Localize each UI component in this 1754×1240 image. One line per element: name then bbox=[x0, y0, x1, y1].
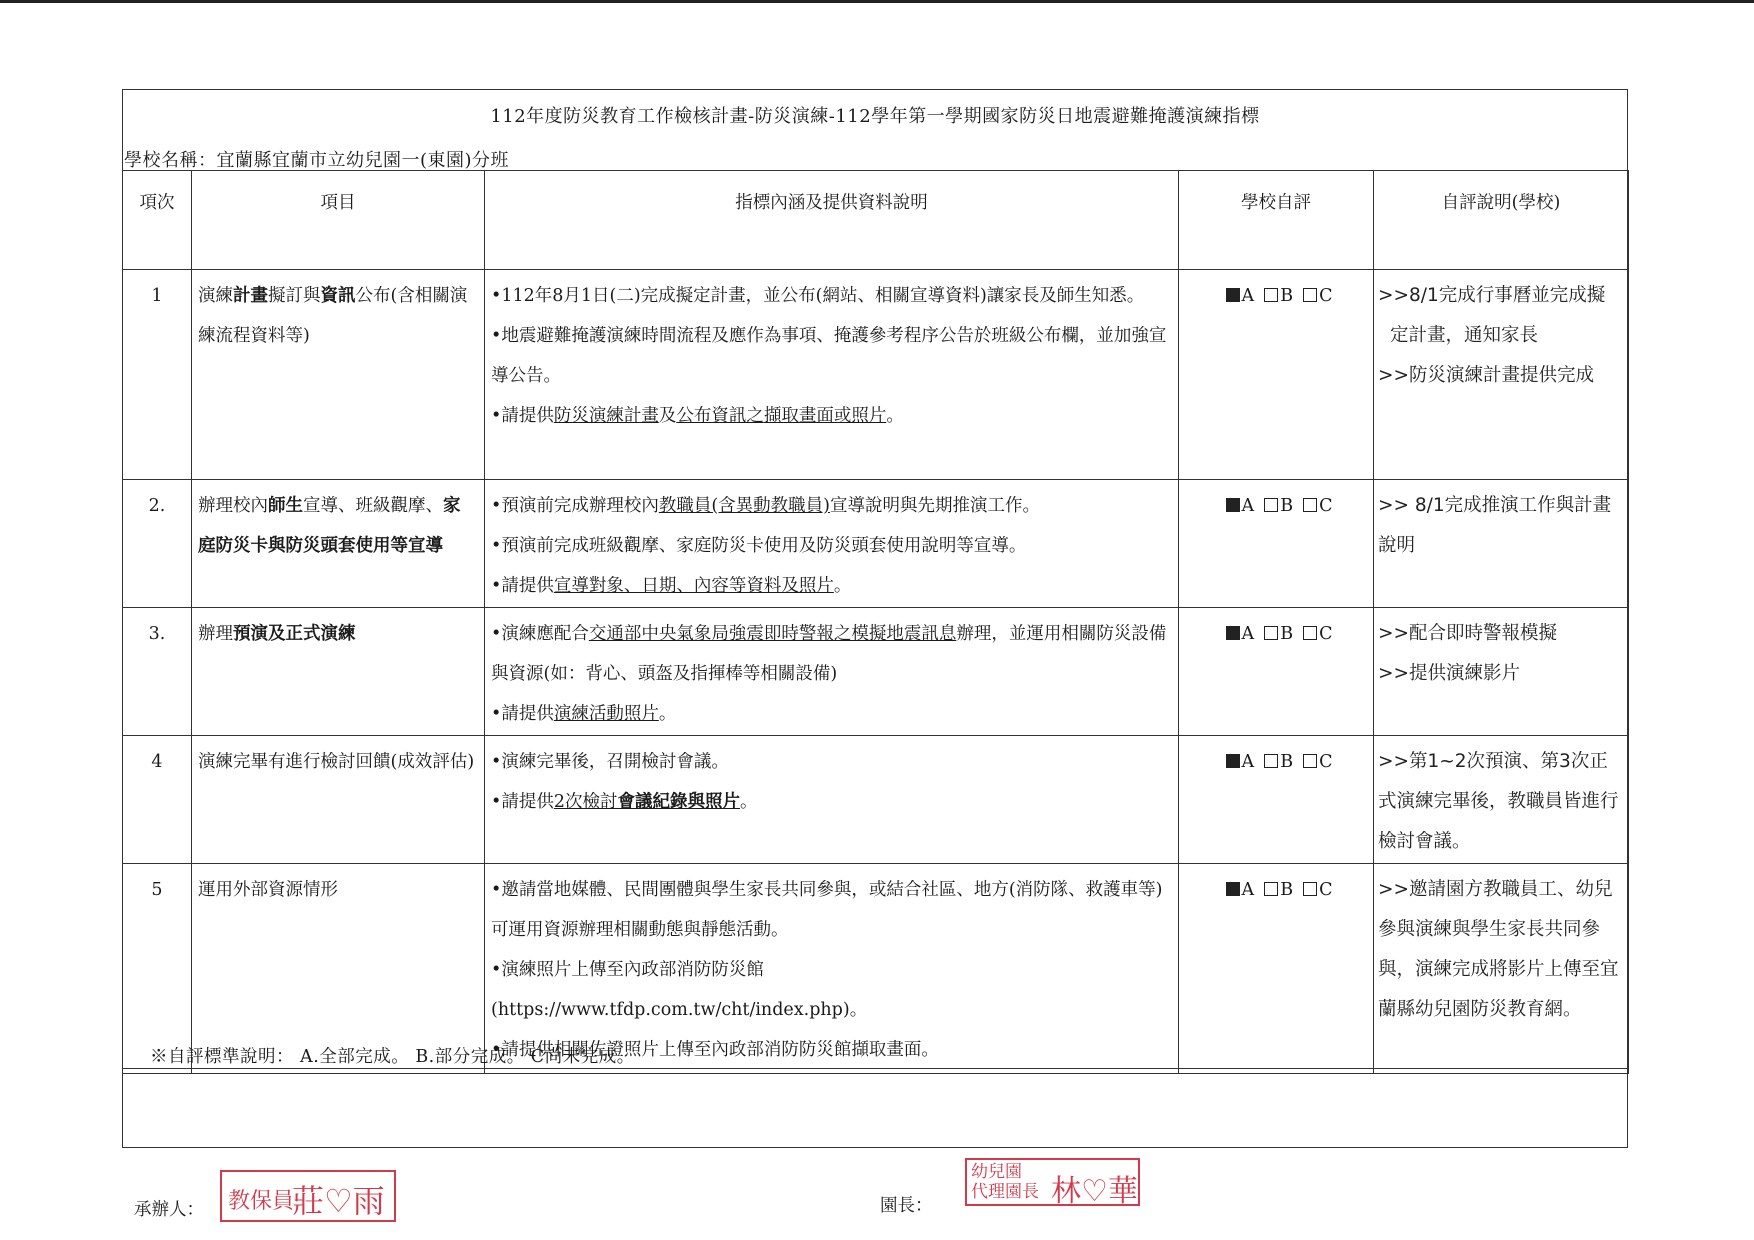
row-item: 辦理預演及正式演練 bbox=[192, 608, 485, 736]
checkbox-b[interactable] bbox=[1264, 498, 1278, 512]
handler-label: 承辦人： bbox=[134, 1200, 204, 1220]
row-number: 2. bbox=[123, 480, 192, 608]
desc-line: •地震避難掩護演練時間流程及應作為事項、掩護參考程序公告於班級公布欄，並加強宣導公告。 bbox=[491, 326, 1167, 386]
seal-title: 教保員 bbox=[228, 1189, 295, 1214]
school-name: 學校名稱：宜蘭縣宜蘭市立幼兒園一(東園)分班 bbox=[124, 150, 510, 171]
checkbox-c[interactable] bbox=[1303, 498, 1317, 512]
desc-line: •請提供宣導對象、日期、內容等資料及照片。 bbox=[491, 576, 852, 596]
row-item: 演練完畢有進行檢討回饋(成效評估) bbox=[192, 736, 485, 864]
row-number: 3. bbox=[123, 608, 192, 736]
row-description bbox=[485, 480, 1179, 608]
header-desc: 指標內涵及提供資料說明 bbox=[485, 171, 1179, 270]
indicator-table bbox=[122, 170, 1629, 1074]
evaluation-legend: ※自評標準說明： A.全部完成。 B.部分完成。 C尚未完成。 bbox=[150, 1047, 635, 1067]
seal-name: 林♡華 bbox=[1051, 1174, 1138, 1209]
self-evaluation: A B C bbox=[1179, 736, 1374, 864]
desc-line: •演練完畢後，召開檢討會議。 bbox=[491, 752, 729, 772]
checkbox-c[interactable] bbox=[1303, 288, 1317, 302]
row-number: 5 bbox=[123, 864, 192, 1074]
self-evaluation-note: >> 8/1完成推演工作與計畫說明 bbox=[1374, 480, 1629, 608]
seal-title: 幼兒園 代理園長 bbox=[971, 1162, 1039, 1202]
checkbox-c[interactable] bbox=[1303, 754, 1317, 768]
self-evaluation-note: >>邀請園方教職員工、幼兒參與演練與學生家長共同參與，演練完成將影片上傳至宜蘭縣幼兒園防災教育網。 bbox=[1374, 864, 1629, 1074]
desc-line: •請提供防災演練計畫及公布資訊之擷取畫面或照片。 bbox=[491, 406, 904, 426]
checkbox-c[interactable] bbox=[1303, 882, 1317, 896]
checkbox-b[interactable] bbox=[1264, 754, 1278, 768]
row-number: 1 bbox=[123, 270, 192, 480]
self-evaluation: A B C bbox=[1179, 864, 1374, 1074]
checkbox-c[interactable] bbox=[1303, 626, 1317, 640]
checkbox-a-checked[interactable] bbox=[1226, 754, 1240, 768]
checkbox-b[interactable] bbox=[1264, 882, 1278, 896]
desc-line: •預演前完成班級觀摩、家庭防災卡使用及防災頭套使用說明等宣導。 bbox=[491, 536, 1027, 556]
checkbox-a-checked[interactable] bbox=[1226, 288, 1240, 302]
header-item: 項目 bbox=[192, 171, 485, 270]
desc-line: •請提供2次檢討會議紀錄與照片。 bbox=[491, 792, 758, 812]
seal-name: 莊♡雨 bbox=[292, 1182, 385, 1220]
self-evaluation-note: >>8/1完成行事曆並完成擬 定計畫，通知家長 >>防災演練計畫提供完成 bbox=[1374, 270, 1629, 480]
self-evaluation-note: >>第1~2次預演、第3次正式演練完畢後，教職員皆進行檢討會議。 bbox=[1374, 736, 1629, 864]
desc-line: •邀請當地媒體、民間團體與學生家長共同參與，或結合社區、地方(消防隊、救護車等)可運用資源辦理相關動態與靜態活動。 bbox=[491, 880, 1163, 940]
self-evaluation: A B C bbox=[1179, 608, 1374, 736]
header-note: 自評說明(學校) bbox=[1374, 171, 1629, 270]
self-evaluation-note: >>配合即時警報模擬 >>提供演練影片 bbox=[1374, 608, 1629, 736]
checkbox-a-checked[interactable] bbox=[1226, 498, 1240, 512]
top-border-line bbox=[0, 0, 1754, 3]
row-description bbox=[485, 736, 1179, 864]
row-description bbox=[485, 864, 1179, 1074]
desc-line: •112年8月1日(二)完成擬定計畫，並公布(網站、相關宣導資料)讓家長及師生知悉。 bbox=[491, 286, 1145, 306]
desc-link[interactable]: (https://www.tfdp.com.tw/cht/index.php)。 bbox=[491, 1000, 868, 1020]
desc-line: •請提供演練活動照片。 bbox=[491, 704, 677, 724]
document-title: 112年度防災教育工作檢核計畫-防災演練-112學年第一學期國家防災日地震避難掩護演練指標 bbox=[490, 106, 1260, 127]
desc-line: •演練應配合交通部中央氣象局強震即時警報之模擬地震訊息辦理，並運用相關防災設備與資源(如：背心、頭盔及指揮棒等相關設備) bbox=[491, 624, 1167, 684]
row-description bbox=[485, 608, 1179, 736]
self-evaluation: A B C bbox=[1179, 270, 1374, 480]
checkbox-b[interactable] bbox=[1264, 626, 1278, 640]
table-row bbox=[123, 736, 1629, 864]
desc-line: •請提供相關佐證照片上傳至內政部消防防災館擷取畫面。 bbox=[491, 1040, 939, 1060]
checkbox-a-checked[interactable] bbox=[1226, 626, 1240, 640]
row-item: 演練計畫擬訂與資訊公布(含相關演練流程資料等) bbox=[192, 270, 485, 480]
director-seal bbox=[965, 1158, 1140, 1209]
checkbox-b[interactable] bbox=[1264, 288, 1278, 302]
checkbox-a-checked[interactable] bbox=[1226, 882, 1240, 896]
row-item: 辦理校內師生宣導、班級觀摩、家庭防災卡與防災頭套使用等宣導 bbox=[192, 480, 485, 608]
row-description bbox=[485, 270, 1179, 480]
director-label: 園長： bbox=[880, 1196, 933, 1216]
footer-divider bbox=[122, 1068, 1628, 1069]
desc-line: •預演前完成辦理校內教職員(含異動教職員)宣導說明與先期推演工作。 bbox=[491, 496, 1040, 516]
header-num: 項次 bbox=[123, 171, 192, 270]
table-header-row bbox=[123, 171, 1629, 270]
table-row bbox=[123, 270, 1629, 480]
header-eval: 學校自評 bbox=[1179, 171, 1374, 270]
table-row bbox=[123, 608, 1629, 736]
table-row bbox=[123, 480, 1629, 608]
self-evaluation: A B C bbox=[1179, 480, 1374, 608]
table-row bbox=[123, 864, 1629, 1074]
row-number: 4 bbox=[123, 736, 192, 864]
desc-line: •演練照片上傳至內政部消防防災館 bbox=[491, 960, 764, 980]
row-item: 運用外部資源情形 bbox=[192, 864, 485, 1074]
handler-seal bbox=[220, 1170, 396, 1222]
